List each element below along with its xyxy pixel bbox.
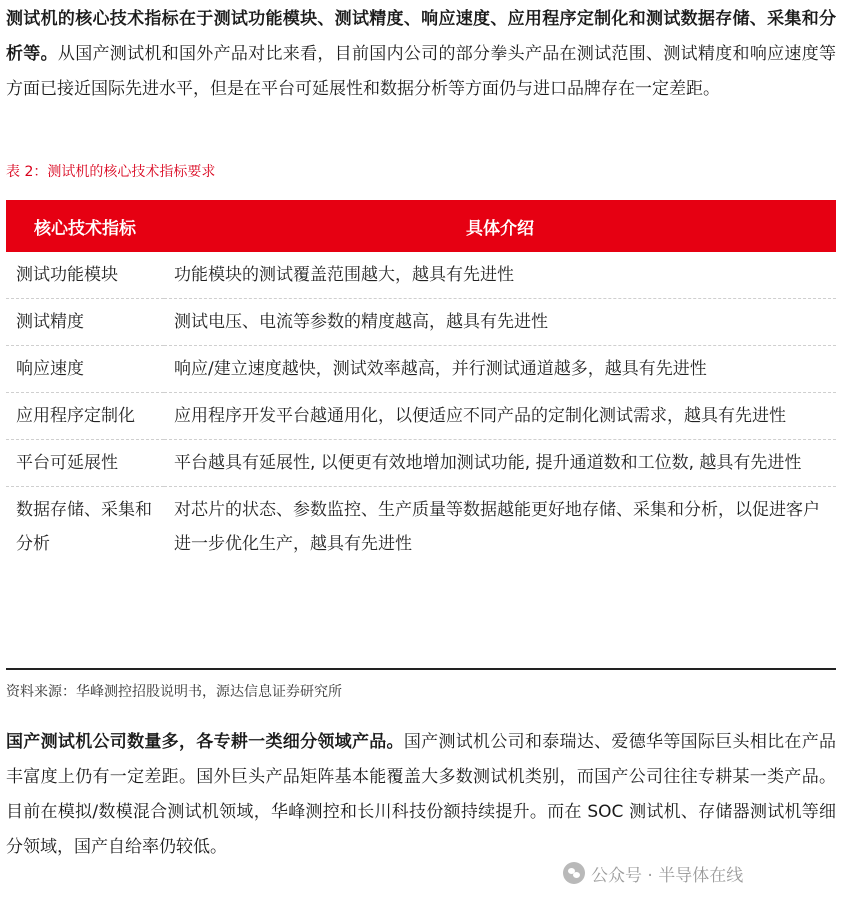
row-indicator: 响应速度 [6,346,164,393]
row-indicator: 数据存储、采集和分析 [16,500,152,554]
table-header-row [6,200,836,252]
row-indicator: 应用程序定制化 [6,393,164,440]
table-caption: 表 2：测试机的核心技术指标要求 [6,164,216,180]
header-description: 具体介绍 [164,200,836,252]
row-indicator: 测试功能模块 [6,252,164,299]
intro-paragraph [6,2,836,107]
closing-paragraph [6,725,836,865]
table-row [6,440,836,487]
table-row [6,487,836,568]
closing-body-text: 国产测试机公司和泰瑞达、爱德华等国际巨头相比在产品丰富度上仍有一定差距。国外巨头产品矩阵基本能覆盖大多数测试机类别，而国产公司往往专耕某一类产品。目前在模拟/数模混合测试机领域，华峰测控和长川科技份额持续提升。而在 SOC 测试机、存储器测试机等细分领域，国产自给率仍较低。 [6,732,837,857]
table-source-note: 资料来源：华峰测控招股说明书，源达信息证券研究所 [6,684,342,700]
table-row [6,346,836,393]
row-description: 功能模块的测试覆盖范围越大，越具有先进性 [164,252,836,299]
intro-bold-lead: 测试机的核心技术指标在于测试功能模块、测试精度、响应速度、应用程序定制化和测试数据存储、采集和分析等。 [6,9,836,64]
watermark-text: 公众号 · 半导体在线 [591,865,744,886]
wechat-icon [563,862,585,884]
row-description: 应用程序开发平台越通用化，以便适应不同产品的定制化测试需求，越具有先进性 [164,393,836,440]
row-description: 响应/建立速度越快，测试效率越高，并行测试通道越多，越具有先进性 [164,346,836,393]
table-row [6,299,836,346]
header-indicator: 核心技术指标 [6,200,164,252]
closing-bold-lead: 国产测试机公司数量多，各专耕一类细分领域产品。 [6,732,404,752]
intro-body-text: 从国产测试机和国外产品对比来看，目前国内公司的部分拳头产品在测试范围、测试精度和响应速度等方面已接近国际先进水平，但是在平台可延展性和数据分析等方面仍与进口品牌存在一定差距。 [6,44,837,99]
table-row [6,252,836,299]
row-description: 平台越具有延展性, 以便更有效地增加测试功能, 提升通道数和工位数, 越具有先进性 [164,440,836,487]
tech-indicator-table [6,200,836,567]
row-description: 测试电压、电流等参数的精度越高，越具有先进性 [164,299,836,346]
table-bottom-rule [6,668,836,670]
row-indicator: 平台可延展性 [6,440,164,487]
row-indicator: 测试精度 [6,299,164,346]
row-description: 对芯片的状态、参数监控、生产质量等数据越能更好地存储、采集和分析，以促进客户进一步优化生产，越具有先进性 [174,500,820,554]
watermark [563,858,743,888]
table-row [6,393,836,440]
